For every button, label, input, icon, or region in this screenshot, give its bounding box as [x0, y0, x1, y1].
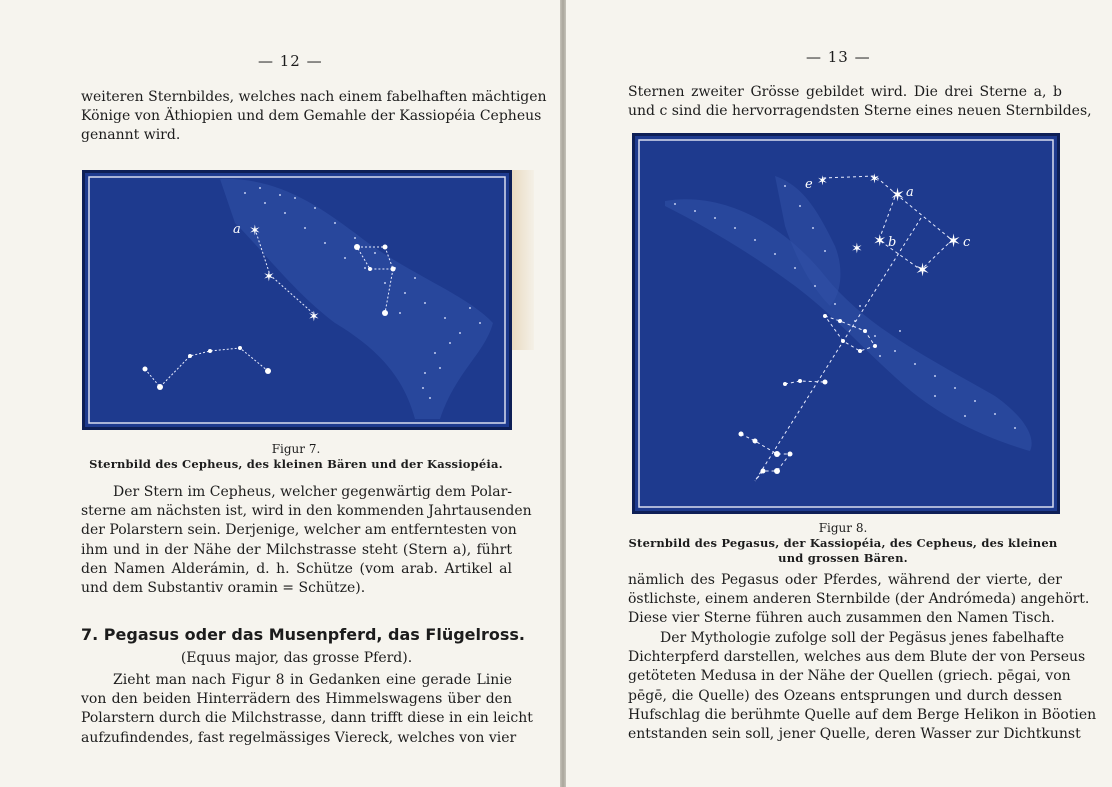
svg-text:✶: ✶: [946, 231, 962, 252]
paragraph-pegasus: [81, 671, 533, 748]
text-line: Hufschlag die berühmte Quelle auf dem Berge Helikon in Böotien: [628, 706, 1097, 723]
figure-8-illustration: [632, 133, 1060, 514]
text-line: Zieht man nach Figur 8 in Gedanken eine gerade Linie: [113, 672, 512, 688]
text-line: pēgē, die Quelle) des Ozeans entsprungen und durch dessen: [628, 687, 1062, 704]
star-label-e: e: [805, 177, 813, 192]
intro-paragraph: [81, 88, 547, 146]
text-line: weiteren Sternbildes, welches nach einem fabelhaften mächtigen: [81, 89, 547, 105]
section-heading: 7. Pegasus oder das Musenpferd, das Flügelross.: [81, 625, 525, 644]
figure-7-caption: [82, 442, 510, 472]
svg-text:✶: ✶: [817, 174, 828, 189]
paragraph-pegasus-stars: [628, 571, 1090, 629]
caption-title-line1: Sternbild des Pegasus, der Kassiopéia, des Cepheus, des kleinen: [628, 536, 1058, 550]
text-line: sterne am nächsten ist, wird in den kommenden Jahrtausenden: [81, 503, 532, 520]
star-label-a: a: [906, 185, 914, 200]
text-line: den Namen Alderámin, d. h. Schütze (vom arab. Artikel al: [81, 560, 512, 577]
svg-text:✶: ✶: [915, 260, 931, 281]
svg-text:✶: ✶: [263, 269, 275, 285]
text-line: östlichste, einem anderen Sternbilde (der Andrómeda) angehört.: [628, 591, 1090, 608]
text-line: Könige von Äthiopien und dem Gemahle der Kassiopéia Cepheus: [81, 108, 542, 125]
section-subtitle: (Equus major, das grosse Pferd).: [180, 650, 413, 666]
figure-7-illustration: [82, 170, 512, 430]
svg-text:✶: ✶: [851, 241, 863, 257]
paragraph-mythology: [628, 629, 1097, 744]
paper-stain: [510, 170, 534, 350]
caption-number: Figur 7.: [271, 442, 321, 456]
svg-text:✶: ✶: [869, 172, 880, 187]
text-line: Diese vier Sterne führen auch zusammen den Namen Tisch.: [628, 610, 1055, 627]
text-line: entstanden sein soll, jener Quelle, deren Wasser zur Dichtkunst: [628, 725, 1081, 742]
intro-paragraph: [628, 83, 1092, 121]
text-line: Der Mythologie zufolge soll der Pegäsus jenes fabelhafte: [660, 630, 1065, 646]
text-line: und c sind die hervorragendsten Sterne eines neuen Sternbildes,: [628, 103, 1092, 120]
paragraph-cepheus: [81, 483, 532, 598]
page-number: — 13 —: [806, 48, 871, 66]
svg-text:✶: ✶: [873, 231, 887, 250]
caption-title: Sternbild des Cepheus, des kleinen Bären und der Kassiopéia.: [89, 457, 503, 471]
text-line: nämlich des Pegasus oder Pferdes, während der vierte, der: [628, 572, 1062, 588]
star-map-cepheus: [85, 173, 509, 427]
page-number: — 12 —: [258, 52, 323, 70]
text-line: aufzufindendes, fast regelmässiges Viereck, welches von vier: [81, 729, 517, 746]
star-map-pegasus: [635, 136, 1057, 511]
figure-8-caption: [620, 521, 1066, 566]
star-label-c: c: [963, 235, 971, 250]
text-line: Der Stern im Cepheus, welcher gegenwärtig dem Polar-: [113, 484, 512, 500]
text-line: Sternen zweiter Grösse gebildet wird. Die drei Sterne a, b: [628, 84, 1062, 100]
caption-title-line2: und grossen Bären.: [778, 551, 908, 565]
svg-text:✶: ✶: [890, 185, 906, 206]
text-line: und dem Substantiv oramin = Schütze).: [81, 579, 366, 596]
text-line: ihm und in der Nähe der Milchstrasse steht (Stern a), führt: [81, 541, 512, 558]
star-label-a: a: [233, 222, 241, 237]
text-line: genannt wird.: [81, 127, 181, 144]
text-line: Dichterpferd darstellen, welches aus dem Blute der von Perseus: [628, 649, 1086, 666]
svg-text:✶: ✶: [308, 309, 320, 325]
text-line: Polarstern durch die Milchstrasse, dann trifft diese in ein leicht: [81, 710, 533, 727]
caption-number: Figur 8.: [818, 521, 868, 535]
text-line: von den beiden Hinterrädern des Himmelswagens über den: [81, 691, 512, 708]
svg-text:✶: ✶: [249, 223, 261, 239]
text-line: der Polarstern sein. Derjenige, welcher am entferntesten von: [81, 522, 517, 539]
star-label-b: b: [888, 235, 897, 250]
right-page: [566, 0, 1112, 787]
text-line: getöteten Medusa in der Nähe der Quellen (griech. pēgai, von: [628, 668, 1071, 685]
